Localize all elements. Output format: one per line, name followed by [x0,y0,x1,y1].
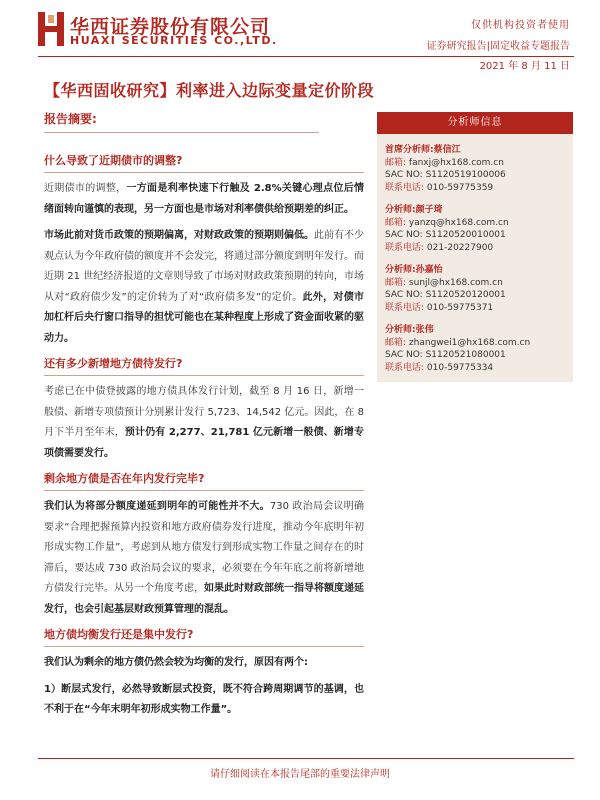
paragraph [44,382,364,464]
bold-text-run: 市场此前对货币政策的预期偏离，对财政政策的预期则偏低。 [44,230,314,241]
bold-text-run: 我们认为将部分额度递延到明年的可能性并不大。 [44,501,270,512]
analyst-name: 张伟 [415,325,434,335]
audience-note: 仅供机构投资者使用 [471,20,570,31]
text-run: 近期债市的调整， [44,183,127,194]
sac-label: SAC NO: [385,350,423,360]
paragraph [44,179,364,220]
footer-divider [38,758,574,759]
analyst-card [385,324,573,374]
analyst-sac: S1120520120001 [425,290,506,300]
report-body [44,150,364,727]
email-label: 邮箱: [385,217,407,228]
analyst-info-panel [377,112,573,382]
tel-label: 联系电话: [385,302,425,313]
brand-name-en: HUAXI SECURITIES CO.,LTD. [70,34,278,47]
analyst-sac: S1120519100006 [425,170,506,180]
tel-label: 联系电话: [385,362,425,373]
paragraph [44,653,364,674]
bold-text-run: 一方面是利率快速下行触及 2.8%关键心理点位后情绪面转向谨慎的表现，另一方面也是市场对利率债供给预期差的纠正。 [44,183,365,215]
analyst-tel: 010-59775334 [426,362,494,373]
paragraph [44,226,364,349]
bold-text-run: 如果此时财政部统一指导将额度递延发行，也会引起基层财政预算管理的混乱。 [44,583,364,615]
text-run: 考虑已在中债登披露的地方债具体发行计划，截至 8 月 16 日，新增一般债、新增专项债预计分别累计发行 5,723、14,542 亿元。因此，在 8 月下半月至年末， [44,386,364,438]
analyst-tel: 010-59775359 [426,182,494,193]
page-title: 【华西固收研究】利率进入边际变量定价阶段 [44,81,375,100]
analyst-role: 首席分析师: [385,145,434,155]
analyst-info-title: 分析师信息 [377,112,573,134]
analyst-name: 蔡信江 [433,145,461,155]
abstract-divider [44,132,319,133]
abstract-label: 报告摘要: [44,112,97,126]
analyst-role: 分析师: [385,325,416,335]
analyst-card [385,264,573,314]
sac-label: SAC NO: [385,170,423,180]
analyst-name: 孙嘉怡 [415,265,443,275]
legal-notice: 请仔细阅读在本报告尾部的重要法律声明 [210,769,390,780]
section-heading: 还有多少新增地方债待发行? [44,355,364,376]
paragraph [44,680,364,721]
bold-text-run: 此外，对债市加杠杆后央行窗口指导的担忧可能也在某种程度上形成了资金面收紧的驱动力。 [44,291,364,344]
sac-label: SAC NO: [385,290,423,300]
tel-label: 联系电话: [385,242,425,253]
email-label: 邮箱: [385,337,407,348]
analyst-email[interactable]: fanxj@hx168.com.cn [408,157,504,168]
tel-label: 联系电话: [385,182,425,193]
analyst-role: 分析师: [385,205,416,215]
analyst-email[interactable]: yanzq@hx168.com.cn [408,217,509,228]
text-run: 730 政治局会议明确要求“合理把握预算内投资和地方政府债券发行进度，推动今年底明年初形成实物工作量”，考虑到从地方债发行到形成实物工作量之间存在的时滞后，要达成 730 政治局会议的要求，必须要在今年年底之前将新增地方债发行完毕。从另一个角度考虑， [44,501,365,594]
huaxi-logo-icon [38,12,64,46]
report-date: 2021 年 8 月 11 日 [479,61,570,72]
analyst-tel: 010-59775371 [426,302,494,313]
bold-text-run: 1）断层式发行，必然导致断层式投资，既不符合跨周期调节的基调，也不利于在“今年末明年初形成实物工作量”。 [44,683,364,715]
brand-name-cn: 华西证券股份有限公司 [70,16,271,38]
section-heading: 什么导致了近期债市的调整? [44,152,364,173]
analyst-card [385,204,573,254]
bold-text-run: 预计仍有 2,277、21,781 亿元新增一般债、新增专项债需要发行。 [44,427,365,459]
analyst-sac: S1120521080001 [425,350,506,360]
text-run: 此前有不少观点认为今年政府债的额度并不会发完，将通过部分额度到明年发行。而近期 21 世纪经济报道的文章则导致了市场对财政政策预期的转向，市场从对“政府债少发”的定价转为了对“政府债多发”的定价。 [44,230,364,303]
analyst-tel: 021-20227900 [426,242,494,253]
analyst-name: 颜子琦 [415,205,443,215]
analyst-email[interactable]: zhangwei1@hx168.com.cn [408,337,531,348]
analyst-role: 分析师: [385,265,416,275]
email-label: 邮箱: [385,277,407,288]
email-label: 邮箱: [385,157,407,168]
bold-text-run: 我们认为剩余的地方债仍然会较为均衡的发行，原因有两个: [44,657,308,668]
analyst-sac: S1120520010001 [425,230,506,240]
report-type: 证券研究报告|固定收益专题报告 [426,41,570,52]
analyst-card [385,144,573,194]
paragraph [44,497,364,620]
section-heading: 地方债均衡发行还是集中发行? [44,626,364,647]
sac-label: SAC NO: [385,230,423,240]
section-heading: 剩余地方债是否在年内发行完毕? [44,470,364,491]
analyst-email[interactable]: sunjl@hx168.com.cn [408,277,503,288]
